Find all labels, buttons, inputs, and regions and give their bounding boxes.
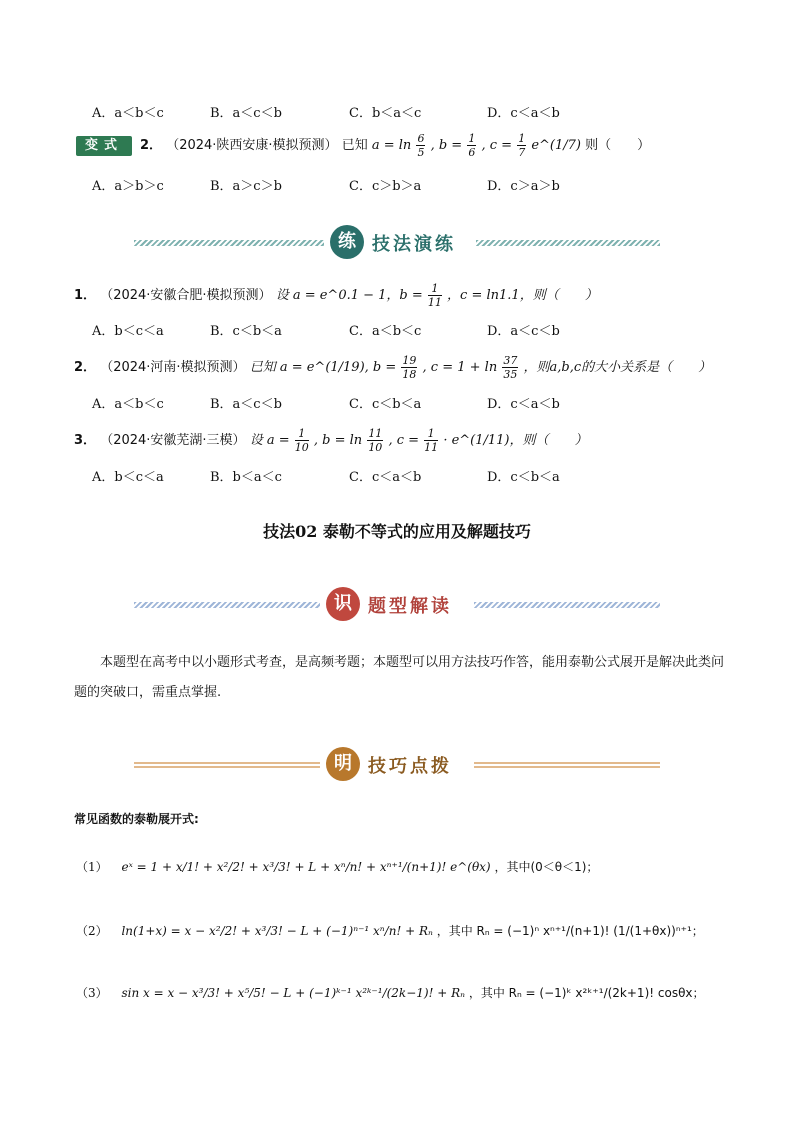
question-prefix: 已知 bbox=[341, 138, 368, 153]
formula-body: eˣ = 1 + x/1! + x²/2! + x³/3! + L + xⁿ/n! + xⁿ⁺¹/(n+1)! e^(θx) bbox=[121, 860, 491, 874]
option-a: A．a＜b＜c bbox=[92, 397, 164, 412]
option-c: C．a＜b＜c bbox=[349, 324, 422, 339]
question-number: 1． bbox=[74, 288, 97, 303]
options-row-top bbox=[92, 102, 712, 120]
question-source: （2024·安徽芜湖·三模） bbox=[100, 433, 246, 448]
option-d: D．a＜c＜b bbox=[487, 324, 560, 339]
options-row-variant bbox=[92, 175, 712, 193]
expr-b: , b = bbox=[430, 138, 463, 153]
question-text-after: · e^(1/11)，则（ ） bbox=[443, 433, 588, 448]
practice-badge-icon: 练 bbox=[330, 225, 364, 259]
question-text: 设 a = e^0.1 − 1，b = bbox=[275, 288, 423, 303]
reading-title: 题型解读 bbox=[368, 596, 452, 617]
formula-2 bbox=[76, 922, 704, 939]
expr-c: , c = bbox=[481, 138, 513, 153]
formula-note: ，其中(0＜θ＜1)； bbox=[494, 860, 599, 874]
question-number: 2． bbox=[74, 360, 97, 375]
fraction-b: $\frac{1}{6}$ bbox=[468, 132, 476, 159]
banner-line-right bbox=[474, 762, 660, 768]
banner-line-left bbox=[134, 762, 320, 768]
expr-a: a = ln bbox=[371, 138, 412, 153]
option-d: D．c＜b＜a bbox=[487, 470, 560, 485]
banner-line-left bbox=[134, 602, 320, 608]
fraction-c: $\frac{1}{7}$ bbox=[518, 132, 526, 159]
option-a: A．b＜c＜a bbox=[92, 324, 164, 339]
question-text: 已知 a = e^(1/19), b = bbox=[249, 360, 397, 375]
question-suffix: 则（ ） bbox=[585, 138, 651, 153]
option-c: C．c＞b＞a bbox=[349, 179, 422, 194]
expr-c-tail: e^(1/7) bbox=[531, 138, 581, 153]
question-text-mid2: , c = bbox=[388, 433, 420, 448]
formula-1 bbox=[76, 858, 598, 875]
formula-tag: （3） bbox=[76, 986, 108, 1000]
question-source: （2024·陕西安康·模拟预测） bbox=[166, 138, 338, 153]
practice-question-2 bbox=[74, 354, 711, 381]
option-d: D．c＜a＜b bbox=[487, 397, 560, 412]
banner-line-right bbox=[476, 240, 660, 246]
fraction: $\frac{1}{10}$ bbox=[294, 427, 309, 454]
formula-body: sin x = x − x³/3! + x⁵/5! − L + (−1)ᵏ⁻¹ x²ᵏ⁻¹/(2k−1)! + Rₙ bbox=[121, 986, 465, 1000]
option-b: B．b＜a＜c bbox=[210, 470, 282, 485]
fraction-2: $\frac{11}{10}$ bbox=[368, 427, 383, 454]
question-source: （2024·安徽合肥·模拟预测） bbox=[100, 288, 272, 303]
reading-badge-icon: 识 bbox=[326, 587, 360, 621]
option-c: C．b＜a＜c bbox=[349, 106, 422, 121]
practice-banner bbox=[134, 222, 660, 262]
option-b: B．a＞c＞b bbox=[210, 179, 282, 194]
question-text-after: ，c = ln1.1，则（ ） bbox=[447, 288, 598, 303]
option-a: A．b＜c＜a bbox=[92, 470, 164, 485]
formula-note: ，其中 Rₙ = (−1)ᵏ x²ᵏ⁺¹/(2k+1)! cosθx； bbox=[468, 986, 705, 1000]
tips-banner bbox=[134, 744, 660, 784]
option-a: A．a＞b＞c bbox=[92, 179, 164, 194]
question-text-mid: , b = ln bbox=[313, 433, 363, 448]
practice-title: 技法演练 bbox=[372, 234, 456, 255]
formula-tag: （1） bbox=[76, 860, 108, 874]
question-source: （2024·河南·模拟预测） bbox=[100, 360, 246, 375]
fraction: $\frac{1}{11}$ bbox=[427, 282, 442, 309]
question-number: 2． bbox=[140, 138, 163, 153]
practice-question-3 bbox=[74, 427, 588, 454]
question-number: 3． bbox=[74, 433, 97, 448]
formula-3 bbox=[76, 984, 705, 1001]
option-b: B．a＜c＜b bbox=[210, 397, 282, 412]
option-d: D．c＜a＜b bbox=[487, 106, 560, 121]
question-text: 设 a = bbox=[249, 433, 290, 448]
question-text-after: ，则a,b,c的大小关系是（ ） bbox=[523, 360, 712, 375]
option-c: C．c＜a＜b bbox=[349, 470, 422, 485]
tips-badge-icon: 明 bbox=[326, 747, 360, 781]
banner-line-right bbox=[474, 602, 660, 608]
practice-question-1 bbox=[74, 282, 598, 309]
taylor-heading: 常见函数的泰勒展开式: bbox=[74, 812, 199, 826]
option-a: A．a＜b＜c bbox=[92, 106, 164, 121]
banner-line-left bbox=[134, 240, 324, 246]
option-b: B．a＜c＜b bbox=[210, 106, 282, 121]
variant-question bbox=[140, 132, 650, 159]
reading-banner bbox=[134, 584, 660, 624]
fraction-2: $\frac{37}{35}$ bbox=[503, 354, 518, 381]
reading-paragraph: 本题型在高考中以小题形式考查，是高频考题；本题型可以用方法技巧作答，能用泰勒公式展开是解决此类问题的突破口，需重点掌握. bbox=[74, 655, 725, 700]
option-c: C．c＜b＜a bbox=[349, 397, 422, 412]
options-row-3 bbox=[92, 466, 712, 484]
fraction: $\frac{19}{18}$ bbox=[402, 354, 417, 381]
variant-badge: 变式 bbox=[76, 136, 132, 156]
fraction-3: $\frac{1}{11}$ bbox=[424, 427, 439, 454]
tips-title: 技巧点拨 bbox=[368, 756, 452, 777]
option-d: D．c＞a＞b bbox=[487, 179, 560, 194]
options-row-2 bbox=[92, 393, 712, 411]
options-row-1 bbox=[92, 320, 712, 338]
formula-note: ，其中 Rₙ = (−1)ⁿ xⁿ⁺¹/(n+1)! (1/(1+θx))ⁿ⁺¹； bbox=[436, 924, 704, 938]
formula-tag: （2） bbox=[76, 924, 108, 938]
formula-body: ln(1+x) = x − x²/2! + x³/3! − L + (−1)ⁿ⁻¹ xⁿ/n! + Rₙ bbox=[121, 924, 433, 938]
fraction-a: $\frac{6}{5}$ bbox=[417, 132, 425, 159]
question-text-mid: , c = 1 + ln bbox=[422, 360, 498, 375]
option-b: B．c＜b＜a bbox=[210, 324, 282, 339]
section-heading: 技法02 泰勒不等式的应用及解题技巧 bbox=[263, 522, 531, 541]
